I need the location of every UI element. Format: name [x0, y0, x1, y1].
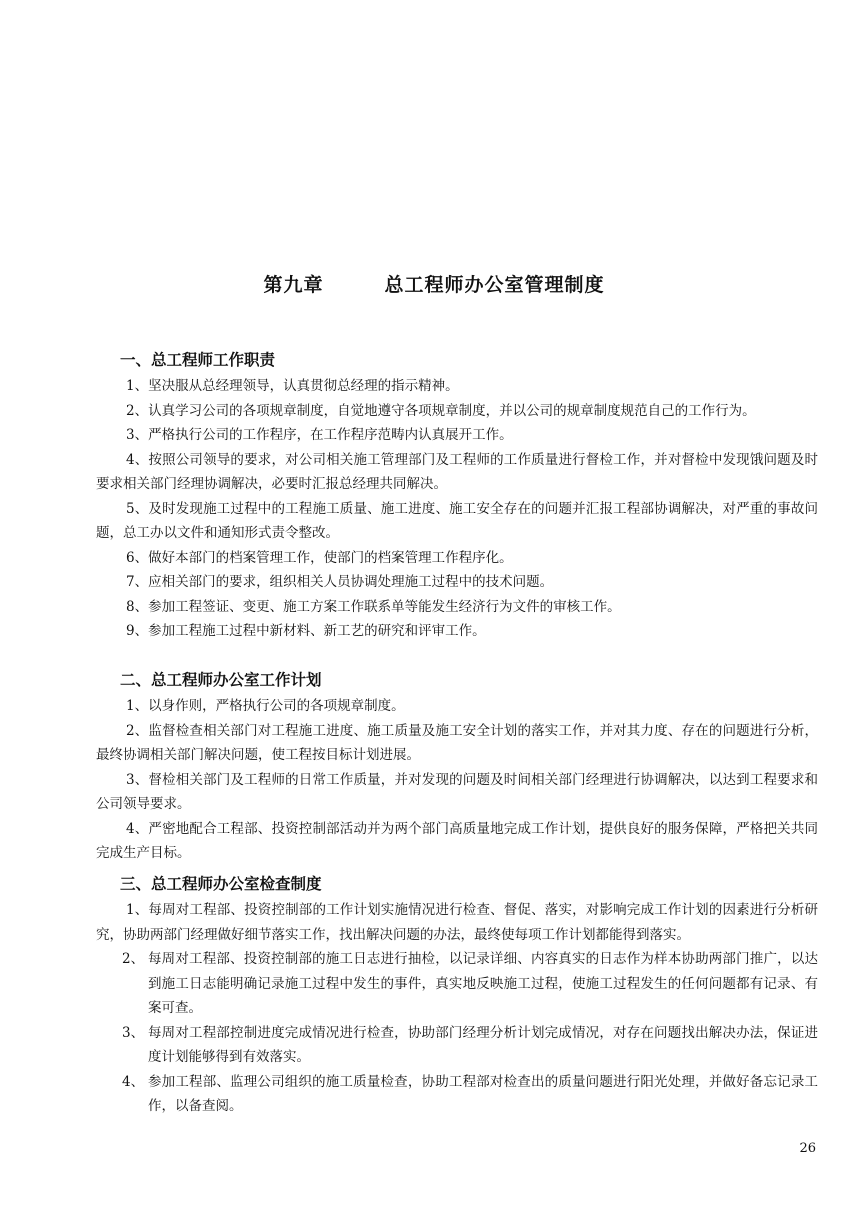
paragraph: 2、认真学习公司的各项规章制度，自觉地遵守各项规章制度，并以公司的规章制度规范自己的工作行为。 [126, 402, 756, 419]
section-duties [0, 348, 868, 644]
item-number: 3、 [122, 1024, 145, 1041]
section-heading: 二、总工程师办公室工作计划 [120, 671, 322, 689]
chapter-title: 第九章 总工程师办公室管理制度 [263, 274, 605, 296]
numbered-item [122, 1021, 818, 1070]
numbered-item [122, 1070, 818, 1119]
paragraph: 1、每周对工程部、投资控制部的工作计划实施情况进行检查、督促、落实，对影响完成工作计划的因素进行分析研究，协助两部门经理做好细节落实工作，找出解决问题的办法，最终使每项工作计划都能得到落实。 [96, 902, 818, 943]
numbered-item [122, 947, 818, 1021]
paragraph: 1、坚决服从总经理领导，认真贯彻总经理的指示精神。 [126, 378, 459, 394]
paragraph: 7、应相关部门的要求，组织相关人员协调处理施工过程中的技术问题。 [126, 574, 554, 590]
paragraph: 9、参加工程施工过程中新材料、新工艺的研究和评审工作。 [126, 623, 486, 639]
paragraph: 3、督检相关部门及工程师的日常工作质量，并对发现的问题及时间相关部门经理进行协调解决，以达到工程要求和公司领导要求。 [96, 771, 818, 812]
paragraph: 4、按照公司领导的要求，对公司相关施工管理部门及工程师的工作质量进行督检工作，并对督检中发现饿问题及时要求相关部门经理协调解决，必要时汇报总经理共同解决。 [96, 451, 818, 492]
paragraph: 6、做好本部门的档案管理工作，使部门的档案管理工作程序化。 [126, 549, 513, 566]
page-number: 26 [799, 1141, 816, 1156]
section-work-plan [0, 668, 868, 866]
item-number: 4、 [122, 1073, 145, 1090]
paragraph: 8、参加工程签证、变更、施工方案工作联系单等能发生经济行为文件的审核工作。 [126, 598, 621, 615]
paragraph: 2、监督检查相关部门对工程施工进度、施工质量及施工安全计划的落实工作，并对其力度、存在的问题进行分析，最终协调相关部门解决问题，使工程按目标计划进展。 [96, 722, 818, 763]
item-text: 每周对工程部控制进度完成情况进行检查，协助部门经理分析计划完成情况，对存在问题找出解决办法，保证进度计划能够得到有效落实。 [148, 1024, 818, 1065]
paragraph: 1、以身作则，严格执行公司的各项规章制度。 [126, 698, 405, 714]
section-heading: 一、总工程师工作职责 [120, 351, 276, 369]
section-inspection [0, 872, 868, 1119]
section-heading: 三、总工程师办公室检查制度 [120, 875, 322, 893]
item-text: 每周对工程部、投资控制部的施工日志进行抽检，以记录详细、内容真实的日志作为样本协助两部门推广，以达到施工日志能明确记录施工过程中发生的事件，真实地反映施工过程，使施工过程发生的任何问题都有记录、有案可查。 [148, 951, 818, 1016]
item-text: 参加工程部、监理公司组织的施工质量检查，协助工程部对检查出的质量问题进行阳光处理，并做好备忘记录工作，以备查阅。 [148, 1073, 818, 1114]
paragraph: 3、严格执行公司的工作程序，在工作程序范畴内认真展开工作。 [126, 427, 513, 443]
paragraph: 5、及时发现施工过程中的工程施工质量、施工进度、施工安全存在的问题并汇报工程部协调解决，对严重的事故问题，总工办以文件和通知形式责令整改。 [96, 500, 818, 541]
item-number: 2、 [122, 951, 145, 967]
paragraph: 4、严密地配合工程部、投资控制部活动并为两个部门高质量地完成工作计划，提供良好的服务保障，严格把关共同完成生产目标。 [96, 820, 818, 861]
